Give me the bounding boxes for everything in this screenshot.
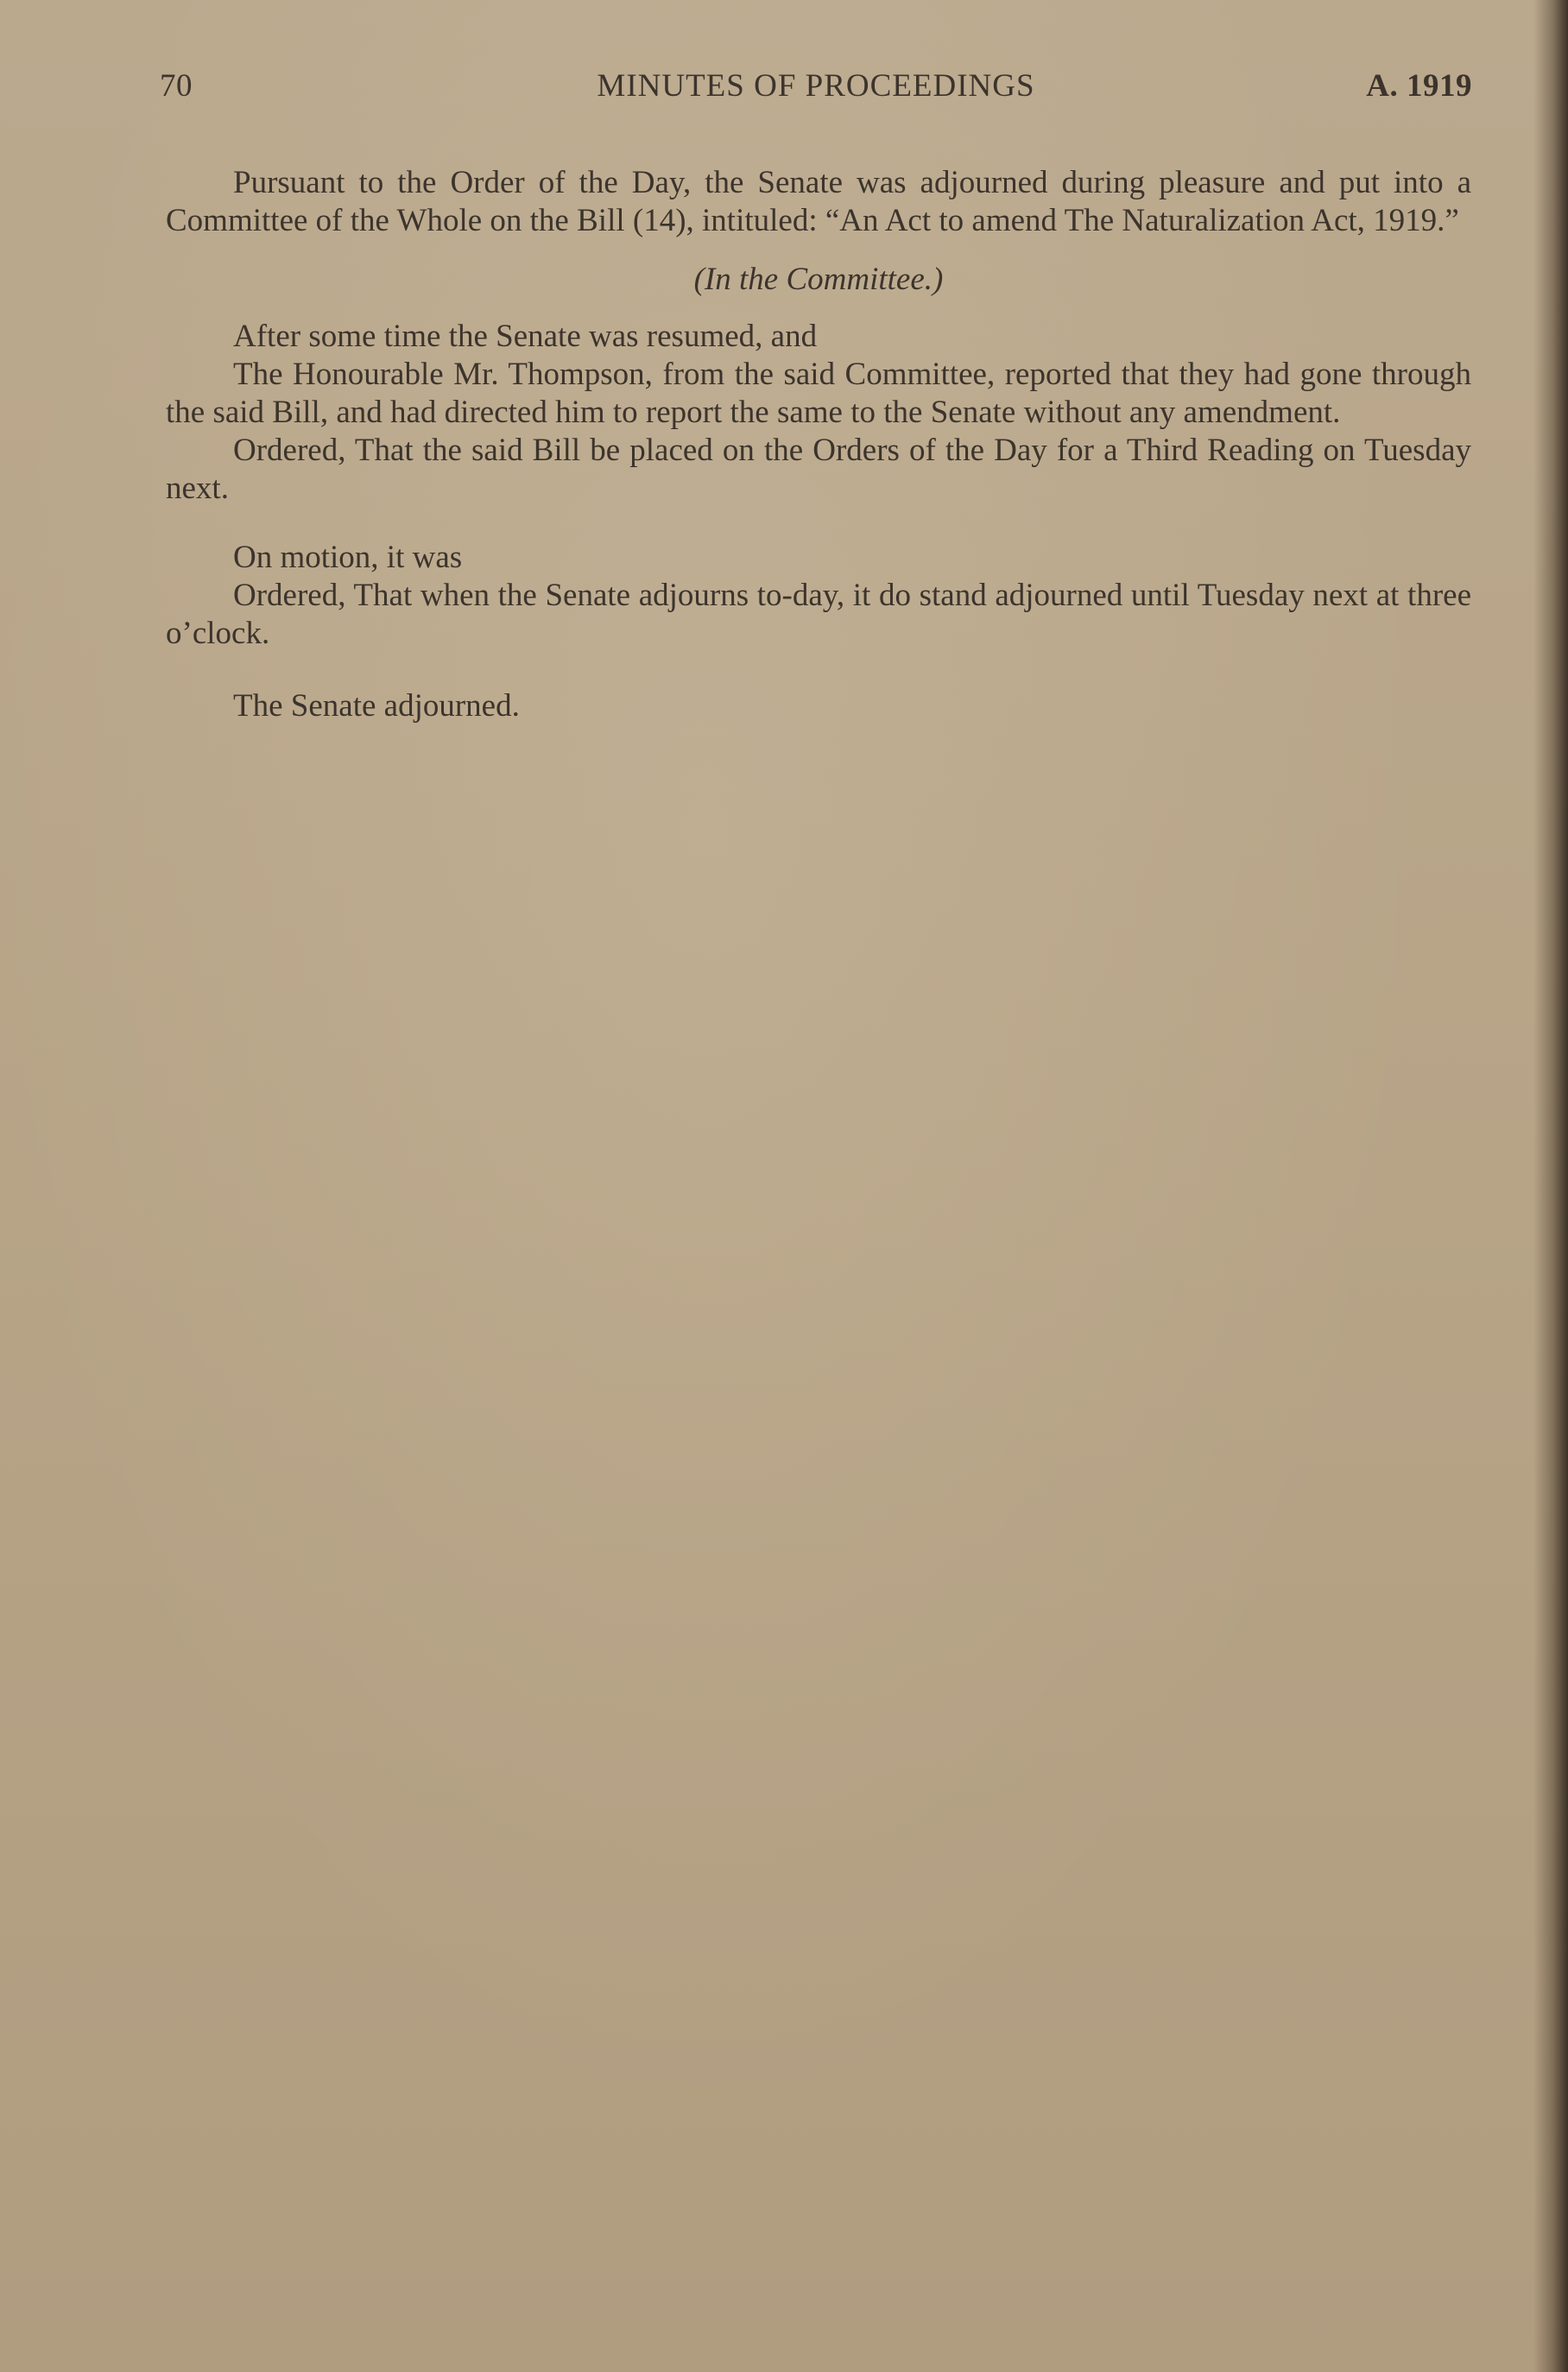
running-header: [160, 67, 1472, 111]
paragraph-committee-report: The Honourable Mr. Thompson, from the said Committee, reported that they had gone through the said Bill, and had directed him to report the same to the Senate without any amendment.: [166, 357, 1471, 430]
running-title: MINUTES OF PROCEEDINGS: [597, 68, 1035, 104]
paragraph-on-motion: On motion, it was: [233, 540, 463, 575]
binding-gutter: [1533, 0, 1568, 2372]
spacer: [166, 508, 1471, 539]
paragraph-senate-resumed: After some time the Senate was resumed, and: [233, 319, 818, 354]
paragraph-committee-of-whole: Pursuant to the Order of the Day, the Senate was adjourned during pleasure and put into a Committee of the Whole on the Bill (14), intituled: “An Act to amend The Naturalization Act, 1919.”: [166, 165, 1471, 238]
running-year: A. 1919: [1366, 68, 1472, 104]
minutes-body: [166, 164, 1471, 725]
paragraph-senate-adjourned: The Senate adjourned.: [233, 688, 520, 724]
spacer: [166, 653, 1471, 687]
in-committee-heading: (In the Committee.): [693, 262, 944, 297]
paragraph-adjournment-order: Ordered, That when the Senate adjourns to-day, it do stand adjourned until Tuesday next at three o’clock.: [166, 578, 1471, 651]
page-number: 70: [160, 68, 193, 104]
paragraph-third-reading-order: Ordered, That the said Bill be placed on the Orders of the Day for a Third Reading on Tuesday next.: [166, 433, 1471, 506]
